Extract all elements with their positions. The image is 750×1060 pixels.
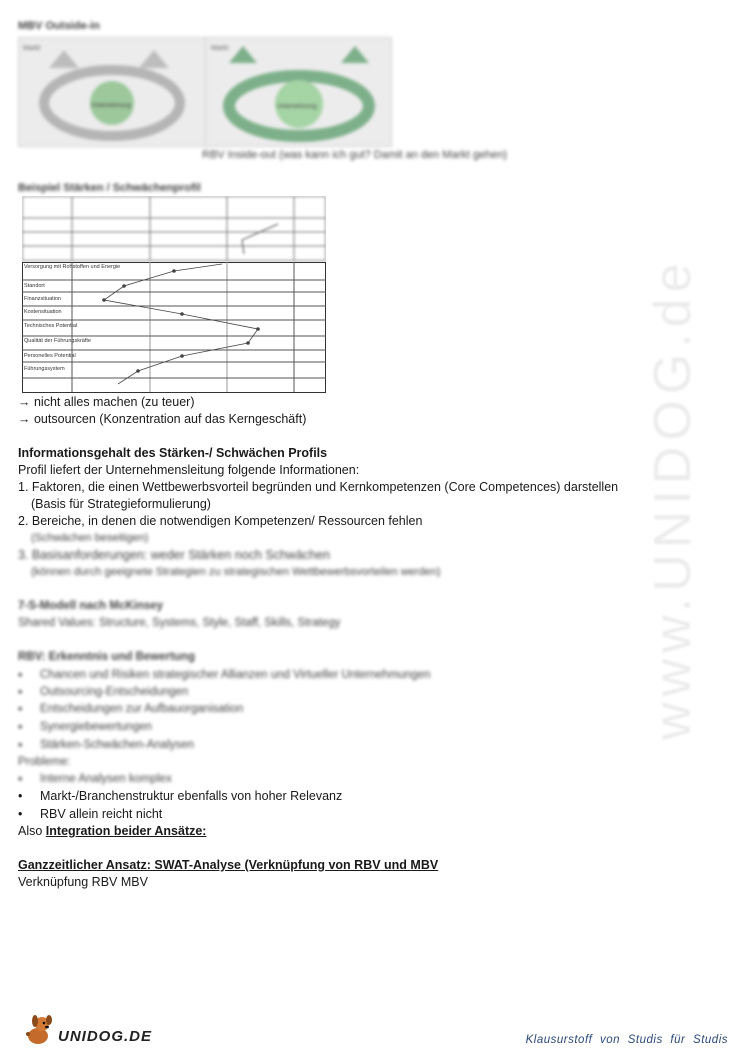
problem-bullet: Markt-/Branchenstruktur ebenfalls von hoher Relevanz xyxy=(40,789,343,803)
profile-grid xyxy=(22,196,326,394)
profile-row-label: Kostensituation xyxy=(24,309,62,315)
info-item-note: (können durch geeignete Strategien zu strategischen Wettbewerbsvorteilen werden) xyxy=(31,566,441,578)
section-title-rbv: RBV: Erkenntnis und Bewertung xyxy=(18,651,195,663)
arrow-line: → outsourcen (Konzentration auf das Kerngeschäft) xyxy=(18,412,307,426)
info-item-note: (Basis für Strategieformulierung) xyxy=(31,497,211,511)
bullet-icon: • xyxy=(18,807,23,821)
circular-arrows-icon xyxy=(207,38,391,146)
footer-tagline: Klausurstoff von Studis für Studis xyxy=(525,1034,728,1046)
problems-label: Probleme: xyxy=(18,756,71,768)
info-item: 2. Bereiche, in denen die notwendigen Kompetenzen/ Ressourcen fehlen xyxy=(18,514,423,528)
profile-row-label: Technisches Potential xyxy=(24,323,78,329)
problem-bullet: Interne Analysen komplex xyxy=(40,773,172,785)
bullet-icon: • xyxy=(18,702,23,716)
figure-label: Markt xyxy=(211,45,229,52)
section-title-info: Informationsgehalt des Stärken-/ Schwächen Profils xyxy=(18,446,328,460)
bullet-icon: • xyxy=(18,685,23,699)
info-item-note: (Schwächen beseitigen) xyxy=(31,532,149,544)
profile-row-label: Personelles Potential xyxy=(24,353,76,359)
rbv-bullet: Entscheidungen zur Aufbauorganisation xyxy=(40,703,244,715)
rbv-bullet: Synergiebewertungen xyxy=(40,721,152,733)
info-item: 3. Basisanforderungen: weder Stärken noch Schwächen xyxy=(18,548,330,562)
profile-row-label: Versorgung mit Rohstoffen und Energie xyxy=(24,264,121,270)
bullet-icon: • xyxy=(18,772,23,786)
circular-arrows-icon xyxy=(19,38,205,146)
profile-row-label: Führungssystem xyxy=(24,366,65,372)
bullet-icon: • xyxy=(18,668,23,682)
bullet-icon: • xyxy=(18,789,23,803)
arrow-line: → nicht alles machen (zu teuer) xyxy=(18,395,195,409)
figure-label: Markt xyxy=(23,45,41,52)
problem-bullet: RBV allein reicht nicht xyxy=(40,807,163,821)
bullet-icon: • xyxy=(18,738,23,752)
arrow-right-icon: → xyxy=(18,395,31,409)
swat-text: Verknüpfung RBV MBV xyxy=(18,875,148,889)
arrow-right-icon: → xyxy=(18,412,31,426)
section-title-profile: Beispiel Stärken / Schwächenprofil xyxy=(18,182,201,194)
figure-rbv-inside-out xyxy=(206,37,392,147)
info-item: 1. Faktoren, die einen Wettbewerbsvorteil begründen und Kernkompetenzen (Core Competences) darstellen xyxy=(18,480,619,494)
figure-caption: RBV Inside-out (was kann ich gut? Damit an den Markt gehen) xyxy=(202,149,508,161)
integration-emphasis: Integration beider Ansätze: xyxy=(45,824,207,838)
circle-label: Unternehmung xyxy=(91,103,131,109)
circle-label: Unternehmung xyxy=(277,104,317,110)
watermark: www.UNIDOG.de xyxy=(644,257,702,740)
section-title-mckinsey: 7-S-Modell nach McKinsey xyxy=(18,600,164,612)
footer-logo-text: UNIDOG.DE xyxy=(58,1028,153,1045)
strengths-weaknesses-profile-table xyxy=(22,196,326,394)
section-title-swat: Ganzzeitlicher Ansatz: SWAT-Analyse (Verknüpfung von RBV und MBV xyxy=(18,858,439,872)
also-line: Also Integration beider Ansätze: xyxy=(18,824,207,838)
profile-row-label: Finanzsituation xyxy=(24,296,61,302)
figure-mbv-outside-in xyxy=(18,37,206,147)
rbv-bullet: Chancen und Risiken strategischer Allianzen und Virtueller Unternehmungen xyxy=(40,669,431,681)
section-title-mbv: MBV Outside-in xyxy=(18,20,100,32)
profile-row-label: Standort xyxy=(24,283,45,289)
bullet-icon: • xyxy=(18,720,23,734)
dog-logo-icon xyxy=(22,1012,58,1048)
profile-row-label: Qualität der Führungskräfte xyxy=(24,338,91,344)
mckinsey-text: Shared Values: Structure, Systems, Style, Staff, Skills, Strategy xyxy=(18,617,341,629)
info-intro: Profil liefert der Unternehmensleitung folgende Informationen: xyxy=(18,463,360,477)
rbv-bullet: Stärken-Schwächen-Analysen xyxy=(40,739,195,751)
rbv-bullet: Outsourcing-Entscheidungen xyxy=(40,686,189,698)
